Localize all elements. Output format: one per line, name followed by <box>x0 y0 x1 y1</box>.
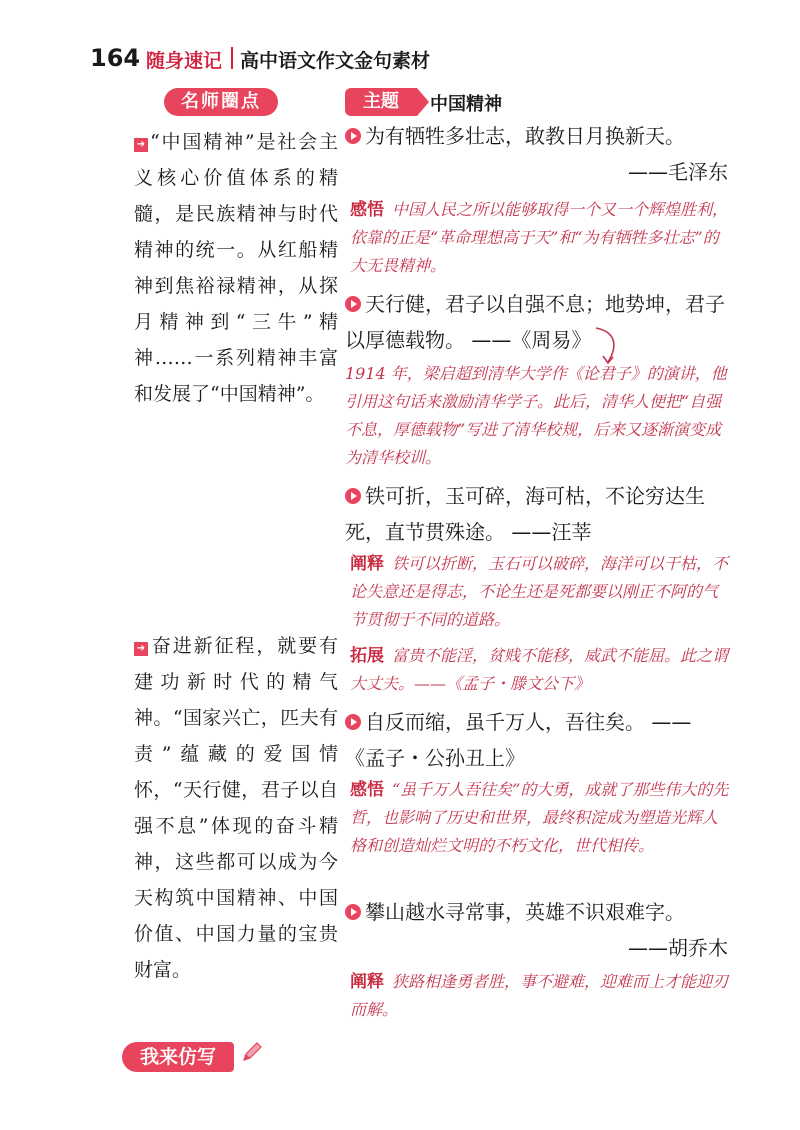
explanation-note-1: 阐释 铁可以折断，玉石可以破碎，海洋可以干枯，不论失意还是得志，不论生还是死都要以刚正不阿的气节贯彻于不同的道路。 <box>350 554 729 629</box>
play-bullet-icon <box>345 296 361 312</box>
quote-3: 铁可折，玉可碎，海可枯，不论穷达生死，直节贯殊途。 ——汪莘 <box>345 484 705 544</box>
theme-title: 中国精神 <box>430 94 502 115</box>
play-bullet-icon <box>345 488 361 504</box>
play-bullet-icon <box>345 128 361 144</box>
quote-4: 自反而缩，虽千万人，吾往矣。 ——《孟子・公孙丑上》 <box>345 710 692 770</box>
series-name: 随身速记 <box>146 50 223 72</box>
arrow-square-icon: ➔ <box>134 642 148 656</box>
imitate-writing-label: 我来仿写 <box>122 1042 234 1072</box>
extension-note: 拓展 富贵不能淫，贫贱不能移，威武不能屈。此之谓大丈夫。——《孟子・滕文公下》 <box>350 646 729 693</box>
theme-arrow-icon <box>417 88 429 116</box>
insight-note-2: 感悟 “虽千万人吾往矣”的大勇，成就了那些伟大的先哲，也影响了历史和世界，最终积淀成为塑造光辉人格和创造灿烂文明的不朽文化，世代相传。 <box>350 780 729 855</box>
page-number: 164 <box>90 44 141 72</box>
teacher-note-1: ➔ “中国精神”是社会主义核心价值体系的精髓，是民族精神与时代精神的统一。从红船精神到焦裕禄精神，从探月精神到“三牛”精神……一系列精神丰富和发展了“中国精神”。 <box>134 131 338 405</box>
quote-1: 为有牺牲多壮志，敢教日月换新天。 <box>345 118 730 154</box>
quote-5-author: ——胡乔木 <box>628 936 728 960</box>
quote-5: 攀山越水寻常事，英雄不识艰难字。 <box>345 894 730 930</box>
quote-2: 天行健，君子以自强不息；地势坤，君子以厚德载物。 ——《周易》 <box>345 292 725 352</box>
book-title: 高中语文作文金句素材 <box>240 50 431 72</box>
teacher-note-2: ➔ 奋进新征程，就要有建功新时代的精气神。“国家兴亡，匹夫有责”蕴藏的爱国情怀，“天行健，君子以自强不息”体现的奋斗精神，这些都可以成为今天构筑中国精神、中国价值、中国力量的宝贵财富。 <box>134 635 338 981</box>
teacher-notes-label: 名师圈点 <box>164 88 278 116</box>
quote-1-author: ——毛泽东 <box>628 160 728 184</box>
theme-label: 主题 <box>345 88 417 116</box>
header-divider <box>231 47 233 69</box>
arrow-square-icon: ➔ <box>134 138 148 152</box>
explanation-note-2: 阐释 狭路相逢勇者胜，事不避难，迎难而上才能迎刃而解。 <box>350 972 729 1019</box>
play-bullet-icon <box>345 714 361 730</box>
pencil-icon <box>240 1040 264 1064</box>
insight-note-1: 感悟 中国人民之所以能够取得一个又一个辉煌胜利，依靠的正是“革命理想高于天”和“为有牺牲多壮志”的大无畏精神。 <box>350 200 729 275</box>
play-bullet-icon <box>345 904 361 920</box>
background-note: 1914 年，梁启超到清华大学作《论君子》的演讲，他引用这句话来激励清华学子。此后，清华人便把“自强不息，厚德载物”写进了清华校规，后来又逐渐演变成为清华校训。 <box>345 364 727 467</box>
